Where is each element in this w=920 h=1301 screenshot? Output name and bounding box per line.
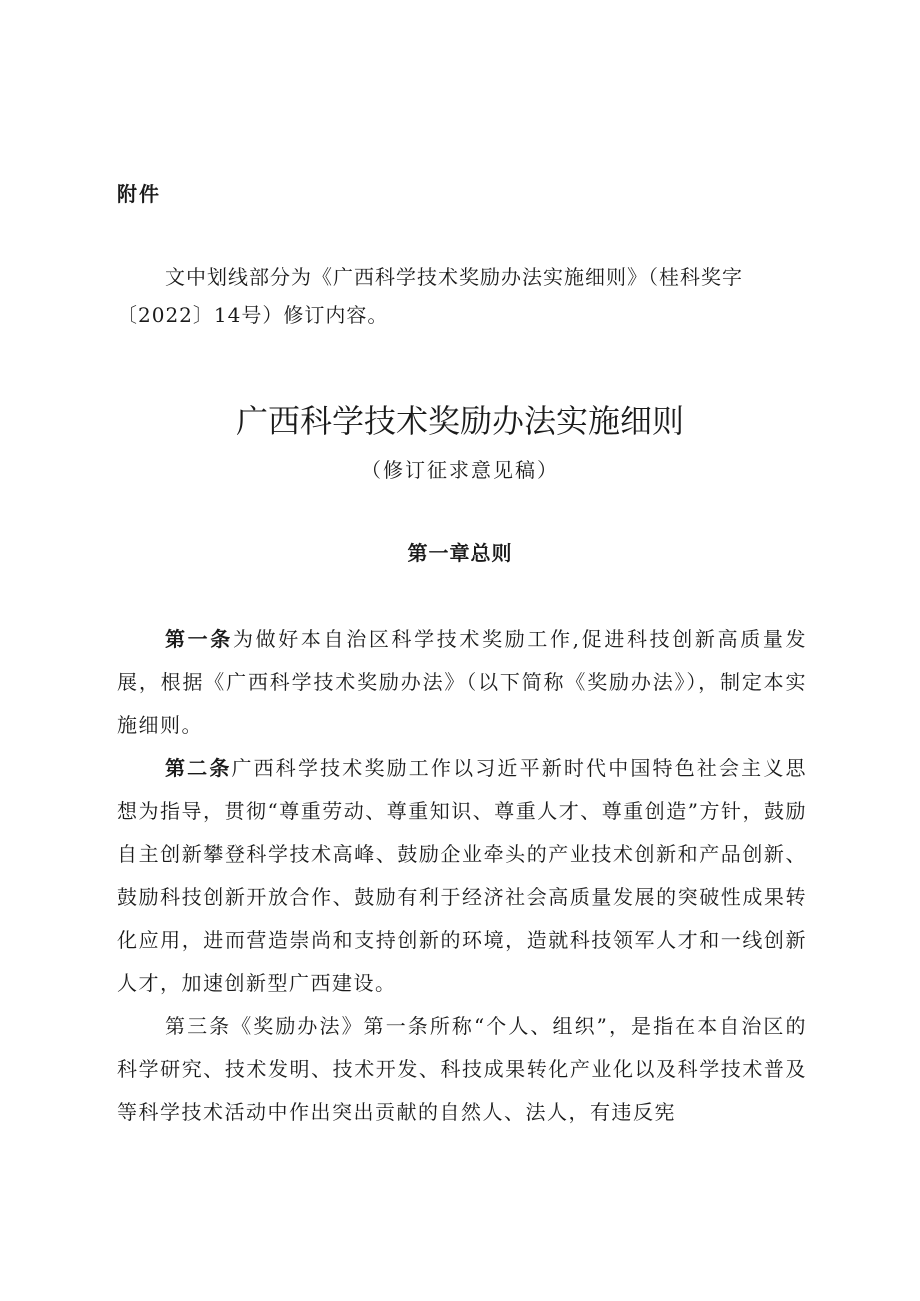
- revision-note-text: 文中划线部分为《广西科学技术奖励办法实施细则》（桂科奖字〔2022〕14号）修订内容。: [117, 265, 743, 327]
- article-2-text: 广西科学技术奖励工作以习近平新时代中国特色社会主义思想为指导，贯彻“尊重劳动、尊重知识、尊重人才、尊重创造”方针，鼓励自主创新攀登科学技术高峰、鼓励企业牵头的产业技术创新和产品创新、鼓励科技创新开放合作、鼓励有利于经济社会高质量发展的突破性成果转化应用，进而营造崇尚和支持创新的环境，造就科技领军人才和一线创新人才，加速创新型广西建设。: [117, 756, 808, 995]
- article-2: [117, 747, 807, 1005]
- chapter-title: 第一章总则: [407, 541, 513, 565]
- article-3-text: 《奖励办法》第一条所称“个人、组织”，是指在本自治区的科学研究、技术发明、技术开发、科技成果转化产业化以及科学技术普及等科学技术活动中作出突出贡献的自然人、法人，有违反宪: [117, 1014, 808, 1124]
- document-body: [117, 618, 807, 1134]
- revision-note: [117, 258, 817, 334]
- attachment-label: 附件: [117, 182, 161, 206]
- article-3-label: 第三条: [165, 1014, 232, 1038]
- document-title: 广西科学技术奖励办法实施细则: [235, 402, 684, 440]
- document-subtitle: （修订征求意见稿）: [361, 458, 559, 482]
- article-3: [117, 1005, 807, 1134]
- article-1: [117, 618, 807, 747]
- article-2-label: 第二条: [165, 756, 232, 780]
- article-1-label: 第一条: [165, 627, 233, 651]
- article-1-text: 为做好本自治区科学技术奖励工作,促进科技创新高质量发展，根据《广西科学技术奖励办法》（以下简称《奖励办法》），制定本实施细则。: [117, 627, 808, 737]
